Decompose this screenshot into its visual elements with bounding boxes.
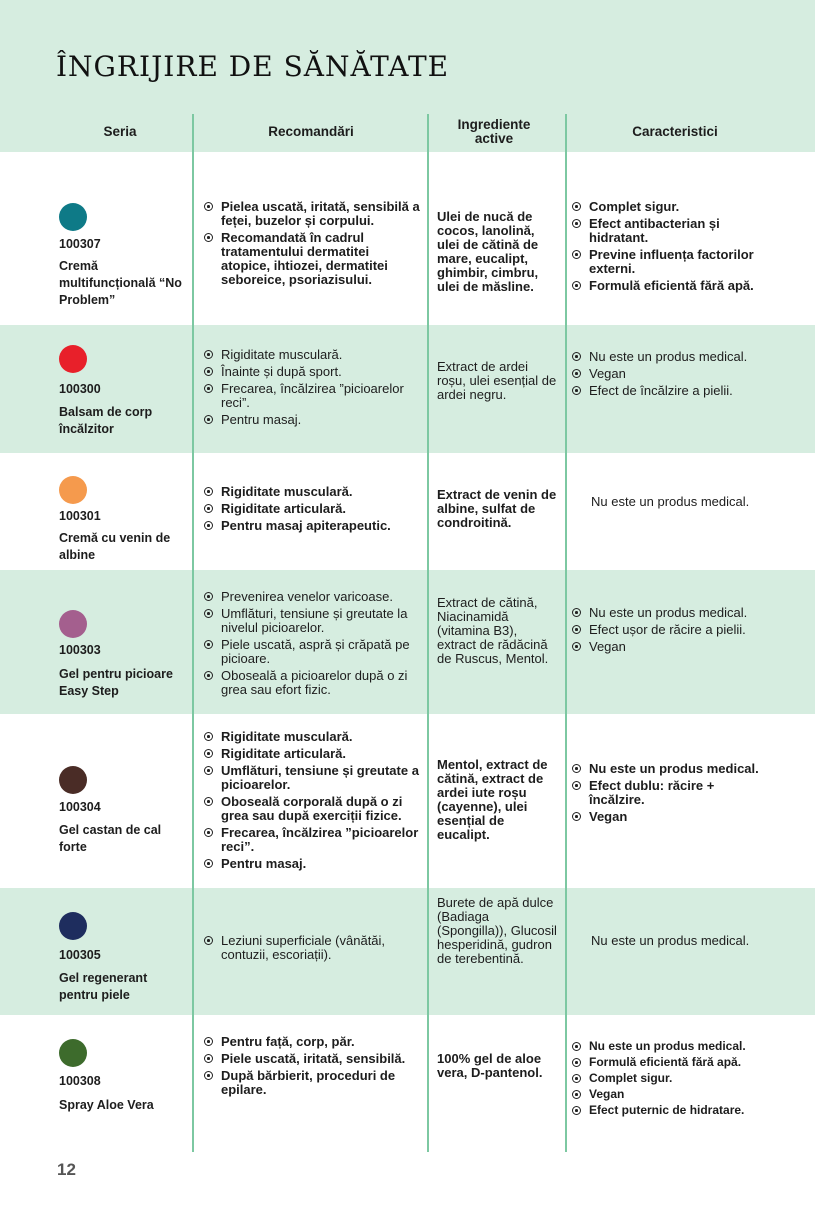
characteristic-item bbox=[572, 640, 772, 654]
characteristic-item-text: Efect de încălzire a pielii. bbox=[589, 383, 733, 398]
characteristic-item bbox=[572, 1040, 772, 1053]
recommendation-item-list bbox=[204, 590, 420, 697]
column-divider bbox=[565, 114, 567, 1152]
recommendation-item bbox=[204, 413, 420, 427]
bullet-icon bbox=[204, 936, 213, 945]
recommendation-item-list bbox=[204, 1035, 420, 1097]
characteristic-item-list bbox=[572, 762, 772, 824]
recommendation-item bbox=[204, 382, 420, 410]
bullet-icon bbox=[204, 367, 213, 376]
characteristic-item bbox=[572, 248, 772, 276]
product-code: 100305 bbox=[59, 948, 101, 962]
bullet-icon bbox=[572, 352, 581, 361]
recommendation-item-text: Rigiditate musculară. bbox=[221, 347, 343, 362]
recommendations-cell bbox=[204, 590, 420, 700]
recommendation-item bbox=[204, 826, 420, 854]
bullet-icon bbox=[204, 828, 213, 837]
ingredients-cell: 100% gel de aloe vera, D-pantenol. bbox=[437, 1051, 543, 1080]
recommendation-item-text: Pentru masaj. bbox=[221, 856, 307, 871]
product-color-dot bbox=[59, 476, 87, 504]
characteristics-cell bbox=[572, 200, 772, 296]
bullet-icon bbox=[204, 1054, 213, 1063]
recommendation-item-text: Înainte și după sport. bbox=[221, 364, 342, 379]
recommendation-item-text: Oboseală a picioarelor după o zi grea sau efort fizic. bbox=[221, 668, 408, 697]
bullet-icon bbox=[572, 642, 581, 651]
ingredients-cell: Mentol, extract de cătină, extract de ardei iute roșu (cayenne), ulei esențial de eucalipt. bbox=[437, 757, 548, 842]
product-code: 100303 bbox=[59, 643, 101, 657]
characteristic-item bbox=[572, 810, 772, 824]
characteristics-cell bbox=[572, 495, 772, 509]
recommendations-cell bbox=[204, 1035, 420, 1100]
characteristic-item bbox=[572, 367, 772, 381]
recommendation-item-text: Umflături, tensiune și greutate la nivelul picioarelor. bbox=[221, 606, 408, 635]
recommendation-item bbox=[204, 607, 420, 635]
bullet-icon bbox=[572, 219, 581, 228]
recommendation-item-text: Piele uscată, aspră și crăpată pe picioare. bbox=[221, 637, 410, 666]
characteristic-item-text: Previne influența factorilor externi. bbox=[589, 247, 754, 276]
characteristic-item-text: Nu este un produs medical. bbox=[589, 349, 748, 364]
recommendation-item-text: Prevenirea venelor varicoase. bbox=[221, 589, 393, 604]
bullet-icon bbox=[572, 281, 581, 290]
recommendation-item-list bbox=[204, 934, 420, 962]
recommendation-item bbox=[204, 1069, 420, 1097]
bullet-icon bbox=[572, 781, 581, 790]
characteristic-item-text: Vegan bbox=[589, 366, 626, 381]
characteristic-item-text: Vegan bbox=[589, 809, 628, 824]
recommendation-item-text: Pentru masaj apiterapeutic. bbox=[221, 518, 391, 533]
recommendation-item bbox=[204, 795, 420, 823]
recommendation-item-text: Recomandată în cadrul tratamentului dermatitei atopice, ihtiozei, dermatitei seboreice, psoriazisului. bbox=[221, 230, 388, 287]
product-code: 100300 bbox=[59, 382, 101, 396]
characteristic-item-text: Nu este un produs medical. bbox=[589, 605, 748, 620]
recommendation-item-list bbox=[204, 348, 420, 427]
characteristic-item bbox=[572, 779, 772, 807]
column-divider bbox=[192, 114, 194, 1152]
characteristic-item-text: Efect dublu: răcire + încălzire. bbox=[589, 778, 715, 807]
characteristic-item bbox=[572, 1056, 772, 1069]
bullet-icon bbox=[204, 487, 213, 496]
bullet-icon bbox=[572, 1090, 581, 1099]
recommendation-item-text: Pentru masaj. bbox=[221, 412, 302, 427]
product-color-dot bbox=[59, 203, 87, 231]
characteristics-cell bbox=[572, 934, 772, 948]
bullet-icon bbox=[204, 504, 213, 513]
recommendations-cell bbox=[204, 730, 420, 874]
characteristic-item-list bbox=[572, 1040, 772, 1117]
bullet-icon bbox=[572, 386, 581, 395]
characteristic-item bbox=[572, 217, 772, 245]
characteristic-item bbox=[572, 623, 772, 637]
bullet-icon bbox=[572, 369, 581, 378]
bullet-icon bbox=[204, 640, 213, 649]
bullet-icon bbox=[204, 766, 213, 775]
ingredients-cell: Burete de apă dulce (Badiaga (Spongilla)), Glucosil hesperidină, gudron de terebentină. bbox=[437, 895, 557, 966]
recommendation-item bbox=[204, 365, 420, 379]
bullet-icon bbox=[204, 1071, 213, 1080]
bullet-icon bbox=[572, 764, 581, 773]
characteristic-text: Nu este un produs medical. bbox=[591, 494, 750, 509]
recommendation-item bbox=[204, 348, 420, 362]
characteristic-text: Nu este un produs medical. bbox=[591, 933, 750, 948]
characteristic-item bbox=[572, 762, 772, 776]
recommendation-item bbox=[204, 485, 420, 499]
product-name: Spray Aloe Vera bbox=[59, 1098, 154, 1112]
recommendations-cell bbox=[204, 348, 420, 430]
product-color-dot bbox=[59, 610, 87, 638]
recommendation-item-text: Frecarea, încălzirea ”picioarelor reci”. bbox=[221, 825, 419, 854]
bullet-icon bbox=[572, 202, 581, 211]
bullet-icon bbox=[572, 1106, 581, 1115]
recommendation-item bbox=[204, 1035, 420, 1049]
bullet-icon bbox=[572, 1042, 581, 1051]
characteristic-item-list bbox=[572, 606, 772, 654]
bullet-icon bbox=[572, 250, 581, 259]
product-name: Gel pentru picioare Easy Step bbox=[59, 667, 173, 698]
product-name: Gel castan de cal forte bbox=[59, 823, 162, 854]
recommendation-item-text: Oboseală corporală după o zi grea sau după exerciții fizice. bbox=[221, 794, 403, 823]
column-divider bbox=[427, 114, 429, 1152]
characteristic-item-text: Nu este un produs medical. bbox=[589, 761, 759, 776]
product-name: Cremă multifuncțională “No Problem” bbox=[59, 259, 182, 307]
bullet-icon bbox=[204, 797, 213, 806]
recommendation-item bbox=[204, 638, 420, 666]
recommendation-item-text: Pielea uscată, iritată, sensibilă a feței, buzelor și corpului. bbox=[221, 199, 420, 228]
bullet-icon bbox=[204, 859, 213, 868]
recommendation-item bbox=[204, 934, 420, 962]
characteristic-item-text: Efect ușor de răcire a pielii. bbox=[589, 622, 746, 637]
bullet-icon bbox=[204, 609, 213, 618]
ingredients-cell: Extract de ardei roșu, ulei esențial de ardei negru. bbox=[437, 359, 557, 402]
recommendations-cell bbox=[204, 200, 420, 290]
recommendation-item-text: Pentru față, corp, păr. bbox=[221, 1034, 355, 1049]
product-color-dot bbox=[59, 766, 87, 794]
recommendations-cell bbox=[204, 934, 420, 965]
bullet-icon bbox=[204, 592, 213, 601]
recommendation-item-text: Piele uscată, iritată, sensibilă. bbox=[221, 1051, 406, 1066]
characteristic-item-text: Complet sigur. bbox=[589, 1071, 673, 1085]
recommendation-item-text: Leziuni superficiale (vânătăi, contuzii, escoriații). bbox=[221, 933, 386, 962]
product-name: Gel regenerant pentru piele bbox=[59, 971, 148, 1002]
bullet-icon bbox=[204, 233, 213, 242]
characteristic-item-text: Efect puternic de hidratare. bbox=[589, 1103, 745, 1117]
product-name: Cremă cu venin de albine bbox=[59, 531, 171, 562]
characteristic-item-list bbox=[572, 200, 772, 293]
product-code: 100301 bbox=[59, 509, 101, 523]
characteristic-item-text: Vegan bbox=[589, 639, 626, 654]
characteristic-item bbox=[572, 384, 772, 398]
product-code: 100307 bbox=[59, 237, 101, 251]
product-color-dot bbox=[59, 912, 87, 940]
recommendation-item bbox=[204, 502, 420, 516]
product-code: 100304 bbox=[59, 800, 101, 814]
recommendation-item-text: Frecarea, încălzirea ”picioarelor reci”. bbox=[221, 381, 404, 410]
recommendation-item bbox=[204, 231, 420, 287]
recommendation-item-text: Rigiditate articulară. bbox=[221, 501, 346, 516]
characteristic-item bbox=[572, 606, 772, 620]
bullet-icon bbox=[204, 415, 213, 424]
bullet-icon bbox=[572, 625, 581, 634]
recommendation-item-text: Rigiditate articulară. bbox=[221, 746, 346, 761]
recommendation-item-text: Umflături, tensiune și greutate a picioarelor. bbox=[221, 763, 419, 792]
column-header-seria: Seria bbox=[103, 124, 137, 139]
bullet-icon bbox=[572, 608, 581, 617]
recommendation-item bbox=[204, 669, 420, 697]
ingredients-cell: Extract de venin de albine, sulfat de condroitină. bbox=[437, 487, 557, 530]
characteristic-item-text: Formulă eficientă fără apă. bbox=[589, 278, 754, 293]
recommendation-item-list bbox=[204, 485, 420, 533]
recommendation-item bbox=[204, 857, 420, 871]
product-color-dot bbox=[59, 1039, 87, 1067]
bullet-icon bbox=[204, 384, 213, 393]
characteristics-cell bbox=[572, 350, 772, 401]
recommendation-item-list bbox=[204, 730, 420, 871]
characteristic-item-text: Nu este un produs medical. bbox=[589, 1039, 746, 1053]
characteristic-item-text: Vegan bbox=[589, 1087, 625, 1101]
column-header-caracteristici: Caracteristici bbox=[632, 124, 718, 139]
characteristic-item-text: Efect antibacterian și hidratant. bbox=[589, 216, 720, 245]
bullet-icon bbox=[204, 671, 213, 680]
characteristic-item bbox=[572, 350, 772, 364]
characteristics-cell bbox=[572, 762, 772, 827]
recommendation-item-text: Rigiditate musculară. bbox=[221, 484, 353, 499]
recommendation-item bbox=[204, 200, 420, 228]
product-code: 100308 bbox=[59, 1074, 101, 1088]
bullet-icon bbox=[204, 350, 213, 359]
recommendation-item bbox=[204, 590, 420, 604]
bullet-icon bbox=[204, 732, 213, 741]
bullet-icon bbox=[572, 1074, 581, 1083]
characteristic-item-text: Formulă eficientă fără apă. bbox=[589, 1055, 742, 1069]
bullet-icon bbox=[204, 521, 213, 530]
bullet-icon bbox=[204, 1037, 213, 1046]
characteristics-cell bbox=[572, 1040, 772, 1120]
recommendation-item-text: Rigiditate musculară. bbox=[221, 729, 353, 744]
characteristic-item bbox=[572, 1088, 772, 1101]
product-color-dot bbox=[59, 345, 87, 373]
column-header-recomandari: Recomandări bbox=[268, 124, 354, 139]
bullet-icon bbox=[204, 749, 213, 758]
product-name: Balsam de corp încălzitor bbox=[59, 405, 153, 436]
characteristic-item bbox=[572, 279, 772, 293]
characteristic-item-text: Complet sigur. bbox=[589, 199, 680, 214]
recommendation-item bbox=[204, 764, 420, 792]
characteristics-cell bbox=[572, 606, 772, 657]
bullet-icon bbox=[572, 1058, 581, 1067]
characteristic-item bbox=[572, 1072, 772, 1085]
recommendation-item bbox=[204, 1052, 420, 1066]
ingredients-cell: Ulei de nucă de cocos, lanolină, ulei de cătină de mare, eucalipt, ghimbir, cimbru, ulei de măsline. bbox=[437, 209, 539, 294]
recommendation-item-list bbox=[204, 200, 420, 287]
column-header-ingrediente: Ingrediente active bbox=[457, 117, 531, 146]
recommendation-item-text: După bărbierit, proceduri de epilare. bbox=[221, 1068, 396, 1097]
page-title: ÎNGRIJIRE DE SĂNĂTATE bbox=[56, 50, 450, 83]
bullet-icon bbox=[204, 202, 213, 211]
recommendation-item bbox=[204, 747, 420, 761]
ingredients-cell: Extract de cătină, Niacinamidă (vitamina B3), extract de rădăcină de Ruscus, Mentol. bbox=[437, 595, 549, 666]
page-number: 12 bbox=[57, 1160, 76, 1179]
characteristic-item bbox=[572, 200, 772, 214]
recommendations-cell bbox=[204, 485, 420, 536]
recommendation-item bbox=[204, 519, 420, 533]
characteristic-item-list bbox=[572, 350, 772, 398]
recommendation-item bbox=[204, 730, 420, 744]
bullet-icon bbox=[572, 812, 581, 821]
characteristic-item bbox=[572, 1104, 772, 1117]
